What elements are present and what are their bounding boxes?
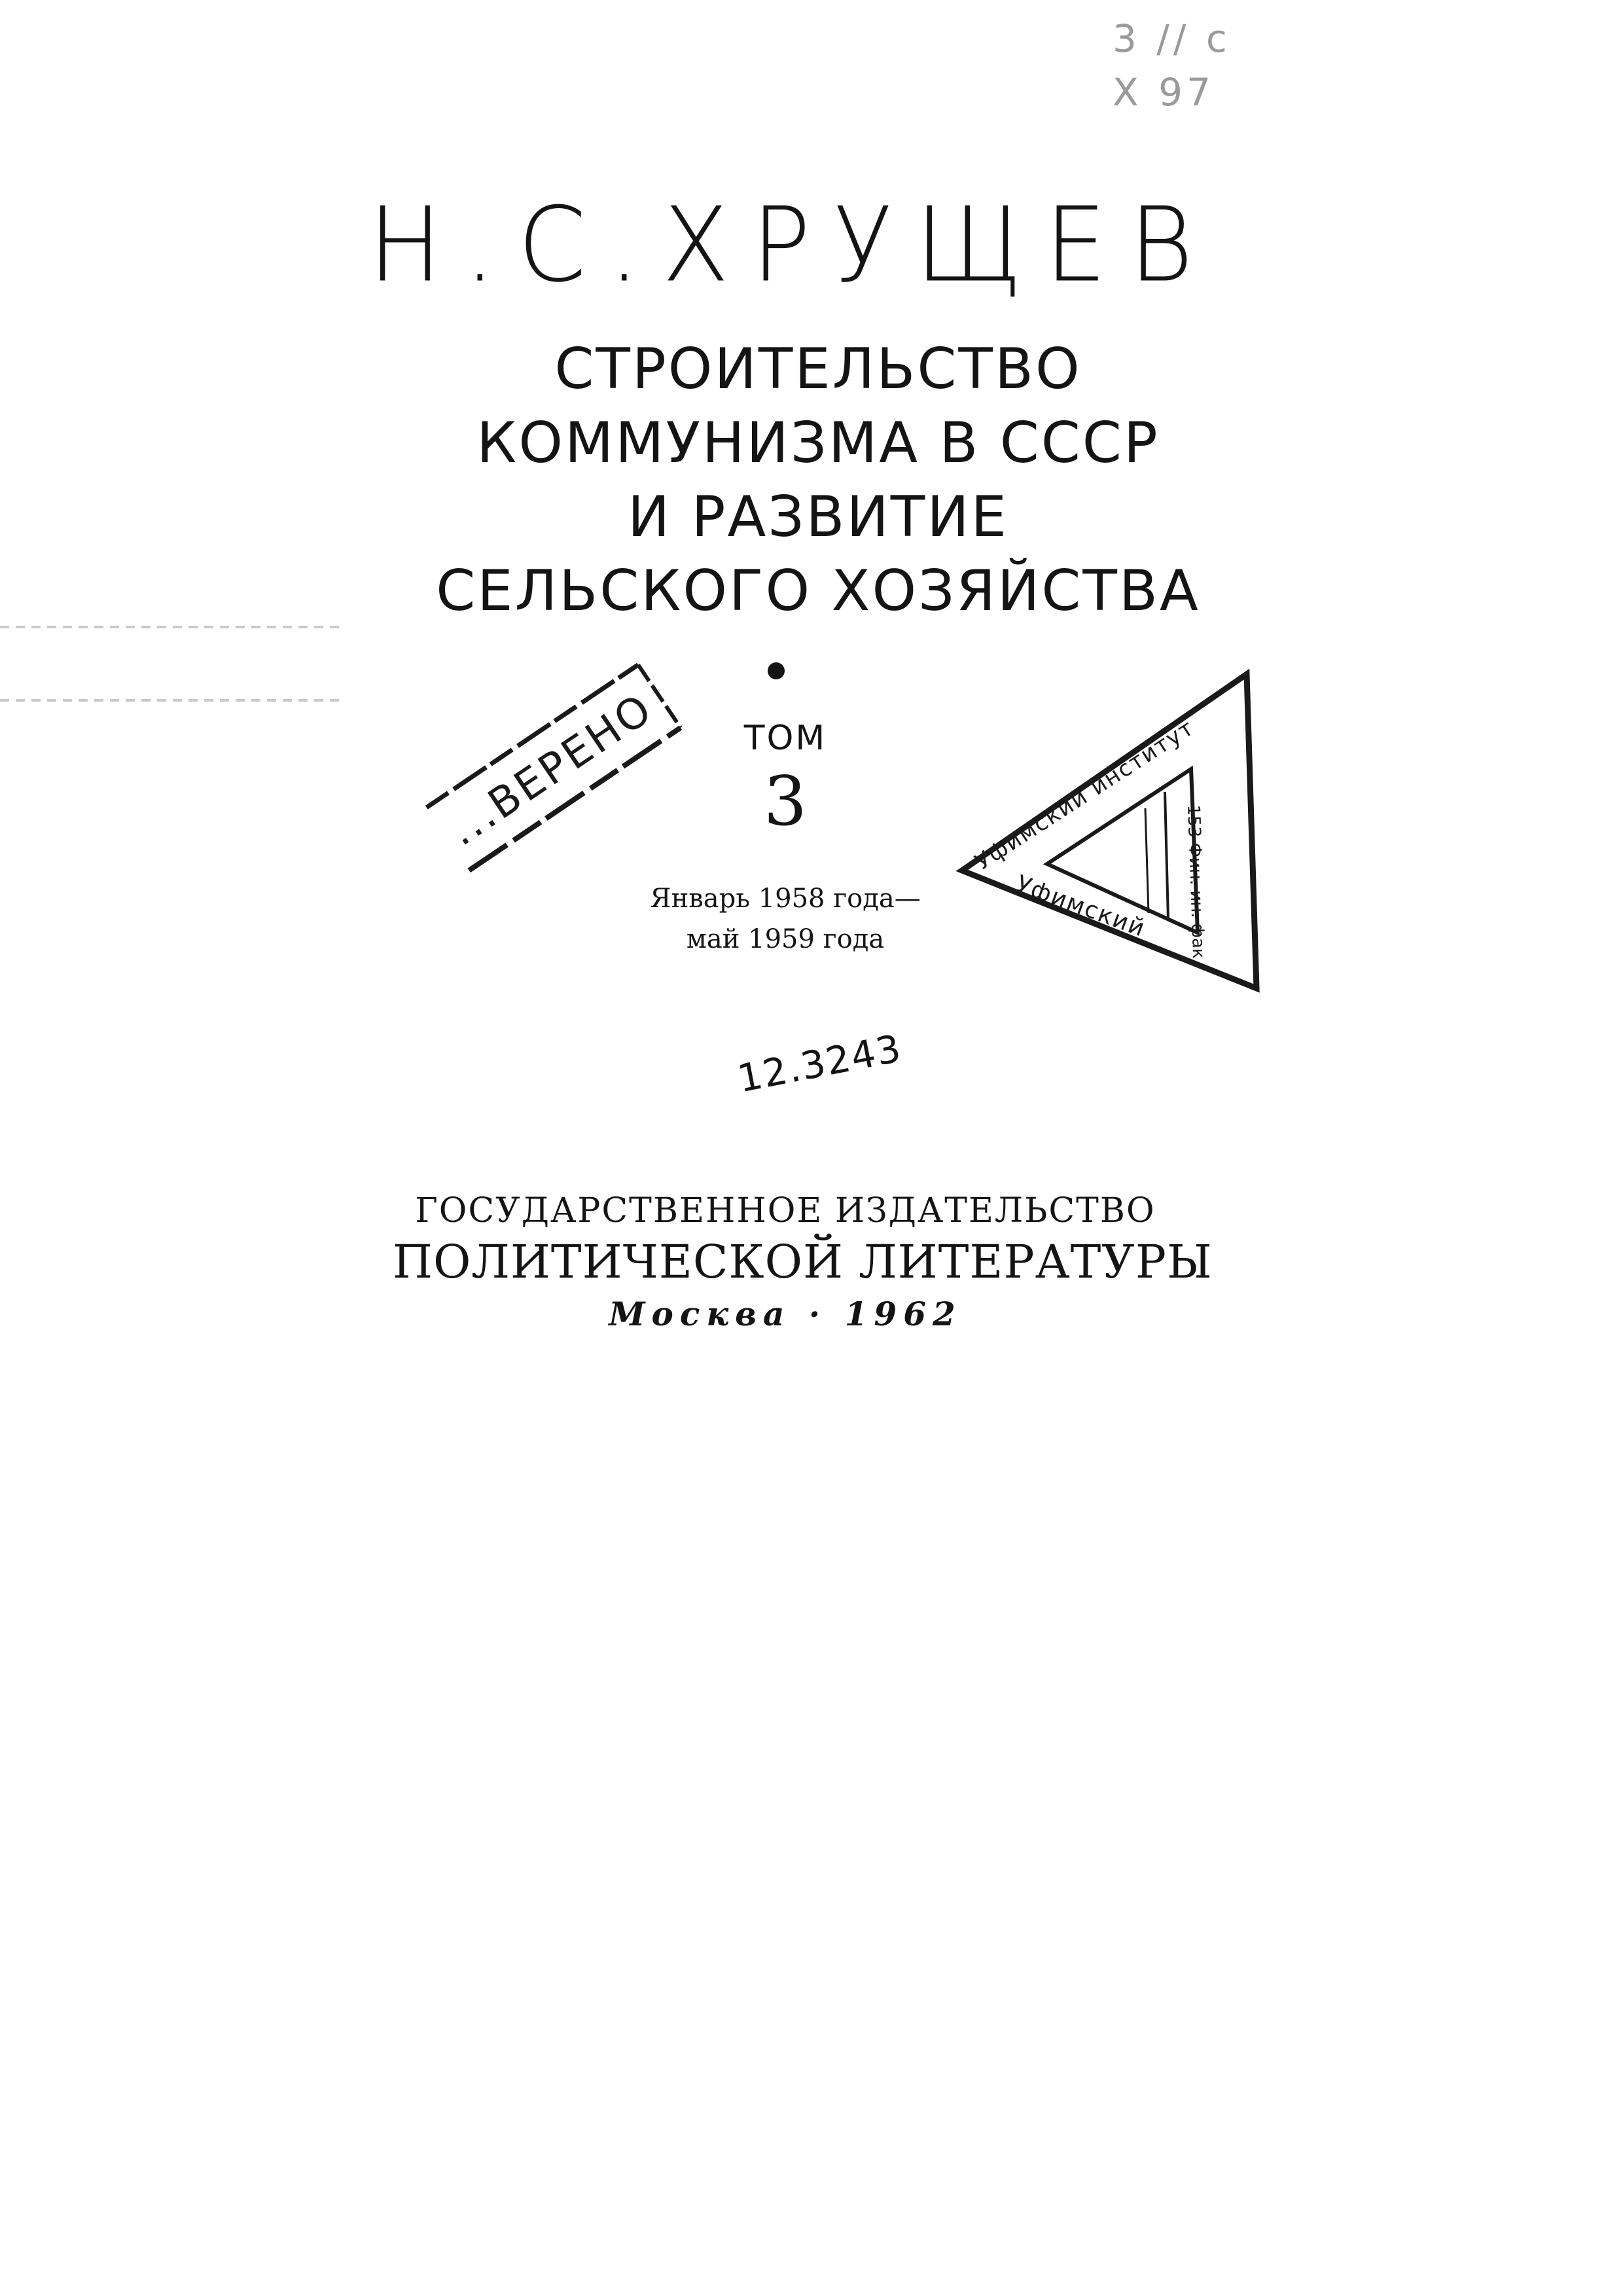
period-line-2: май 1959 года — [686, 924, 885, 954]
author-name: Н.С.ХРУЩЕВ — [368, 185, 1216, 306]
shelf-mark-line-2: X 97 — [1113, 70, 1215, 115]
title-line: СТРОИТЕЛЬСТВО — [554, 336, 1082, 402]
city-year: Москва · 1962 — [609, 1295, 962, 1333]
inventory-number: 12.3243 — [734, 1026, 906, 1102]
volume-label: ТОМ — [743, 719, 827, 758]
shelf-mark-line-1: 3 // c — [1113, 16, 1231, 61]
book-title — [327, 332, 1309, 628]
title-line: СЕЛЬСКОГО ХОЗЯЙСТВА — [436, 558, 1200, 624]
library-stamp-inner: 153 Фин. ин. фак. — [1183, 804, 1209, 965]
bullet-separator — [768, 662, 785, 679]
checked-stamp — [419, 648, 694, 884]
publisher-line-1: ГОСУДАРСТВЕННОЕ ИЗДАТЕЛЬСТВО — [415, 1191, 1156, 1230]
title-line: И РАЗВИТИЕ — [627, 484, 1009, 550]
library-stamp — [949, 661, 1289, 1014]
title-line: КОММУНИЗМА В СССР — [476, 410, 1160, 476]
margin-mark — [0, 699, 340, 702]
library-stamp-outer-bottom: Уфимский — [1012, 870, 1149, 942]
shelf-mark — [1113, 12, 1270, 119]
publisher-line-2: ПОЛИТИЧЕСКОЙ ЛИТЕРАТУРЫ — [393, 1235, 1213, 1289]
period-line-1: Январь 1958 года— — [650, 884, 921, 914]
margin-mark — [0, 626, 340, 628]
checked-stamp-text: ...ВЕРЕНО — [440, 684, 662, 856]
library-stamp-outer-top: Уфимский институт — [971, 714, 1200, 876]
period — [556, 878, 1014, 960]
volume-number: 3 — [763, 761, 808, 841]
